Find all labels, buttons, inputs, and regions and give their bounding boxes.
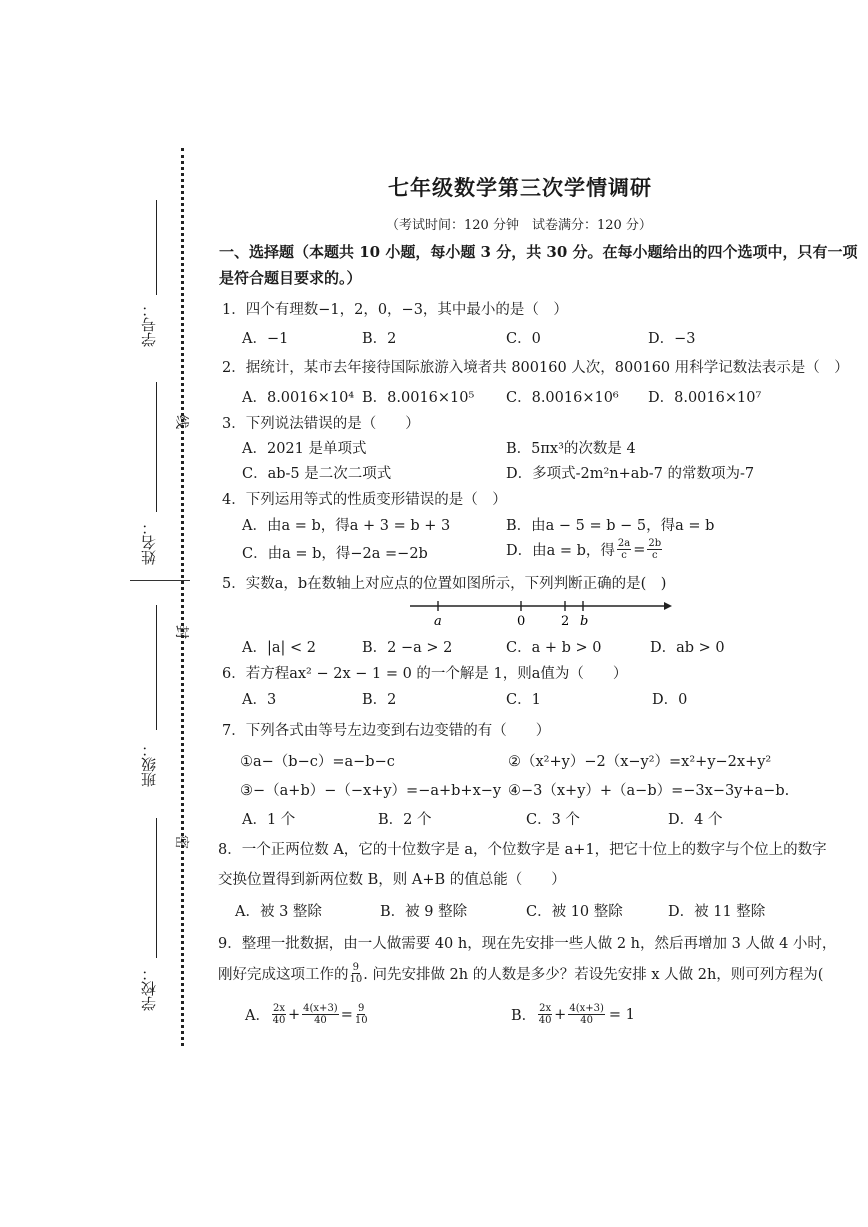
- q9a-equals: =: [340, 1006, 353, 1023]
- q8-option-a: A．被 3 整除: [235, 904, 322, 920]
- q7-stem: 7．下列各式由等号左边变到右边变错的有（ ）: [222, 723, 551, 739]
- q4d-fraction-right: [647, 538, 662, 561]
- q9a-frac3-num: 9: [358, 1003, 365, 1014]
- q5-option-c: C．a + b > 0: [506, 640, 602, 656]
- q9b-frac1-den: 40: [538, 1015, 552, 1026]
- student-id-label: 学号：: [140, 302, 158, 347]
- seal-word-line: 线: [173, 415, 189, 429]
- q9b-plus: +: [554, 1006, 567, 1023]
- q9-stem-line1: 9．整理一批数据，由一人做需要 40 h，现在先安排一些人做 2 h，然后再增加 3 人做 4 小时，: [218, 936, 837, 952]
- q9-option-b: [511, 1003, 635, 1026]
- q5-option-b: B．2 −a > 2: [362, 640, 453, 656]
- q1-stem: 1．四个有理数−1，2，0，−3，其中最小的是（ ）: [222, 302, 568, 318]
- q9-option-b-letter: B．: [511, 1008, 537, 1024]
- q1-option-a: A．−1: [242, 331, 289, 347]
- q7-option-d: D．4 个: [668, 812, 723, 828]
- q4d-num2: 2b: [648, 538, 662, 549]
- q4-option-d: [506, 538, 664, 561]
- q4d-den1: c: [621, 550, 627, 561]
- school-label: 学校：: [140, 966, 158, 1011]
- class-line: [156, 605, 157, 730]
- q9a-frac1: [272, 1003, 286, 1026]
- q6-option-d: D．0: [652, 692, 688, 708]
- q4-option-d-text: D．由a = b，得: [506, 543, 615, 559]
- q2-option-b: B．8.0016×10⁵: [362, 390, 475, 406]
- q7-option-c: C．3 个: [526, 812, 580, 828]
- q9a-frac1-den: 40: [272, 1015, 286, 1026]
- q9a-plus: +: [288, 1006, 301, 1023]
- seal-word-secret: 密: [173, 835, 189, 849]
- q7-item-1: ①a−（b−c）=a−b−c: [240, 754, 395, 770]
- q9a-frac2-num: 4(x+3): [303, 1003, 338, 1014]
- page-title: 七年级数学第三次学情调研: [388, 175, 652, 200]
- section-heading-line2: 是符合题目要求的。）: [219, 269, 362, 287]
- q1-option-c: C．0: [506, 331, 541, 347]
- q2-option-c: C．8.0016×10⁶: [506, 390, 619, 406]
- school-line: [156, 818, 157, 958]
- name-line: [156, 382, 157, 512]
- seal-word-seal: 封: [173, 625, 189, 639]
- q3-stem: 3．下列说法错误的是（ ）: [222, 416, 420, 432]
- q9a-frac1-num: 2x: [272, 1003, 285, 1014]
- q2-option-d: D．8.0016×10⁷: [648, 390, 762, 406]
- q3-option-a: A．2021 是单项式: [242, 441, 367, 457]
- q9-stem-line2: [218, 962, 823, 985]
- q9-fraction-den: 10: [349, 974, 363, 985]
- q9b-frac1: [538, 1003, 552, 1026]
- q7-item-2: ②（x²+y）−2（x−y²）=x²+y−2x+y²: [508, 754, 772, 770]
- q9b-frac2-den: 40: [580, 1015, 593, 1026]
- student-id-line: [156, 200, 157, 295]
- q8-option-c: C．被 10 整除: [526, 904, 623, 920]
- q6-option-a: A．3: [242, 692, 277, 708]
- q7-item-3: ③−（a+b）−（−x+y）=−a+b+x−y: [240, 783, 502, 799]
- q4-stem: 4．下列运用等式的性质变形错误的是（ ）: [222, 492, 507, 508]
- section-heading-line1: 一、选择题（本题共 10 小题，每小题 3 分，共 30 分。在每小题给出的四个选项中，只有一项: [219, 243, 858, 261]
- q9b-frac1-num: 2x: [539, 1003, 552, 1014]
- q9-fraction-num: 9: [352, 962, 360, 973]
- q8-stem-line1: 8．一个正两位数 A，它的十位数字是 a，个位数字是 a+1，把它十位上的数字与个位上的数字: [218, 842, 827, 858]
- q9-stem-line2-start: 刚好完成这项工作的: [218, 967, 349, 983]
- q8-stem-line2: 交换位置得到新两位数 B，则 A+B 的值总能（ ）: [218, 872, 566, 888]
- q6-option-c: C．1: [506, 692, 541, 708]
- q9-option-a-letter: A．: [245, 1008, 270, 1024]
- q1-option-b: B．2: [362, 331, 397, 347]
- q4d-den2: c: [651, 550, 658, 561]
- binding-dotted-line: [181, 148, 184, 1046]
- q5-option-a: A．|a| < 2: [242, 640, 316, 656]
- q9-option-a: [245, 1003, 370, 1026]
- q5-stem: 5．实数a，b在数轴上对应点的位置如图所示，下列判断正确的是( ): [222, 576, 667, 592]
- q9a-frac2: [302, 1003, 339, 1026]
- q1-option-d: D．−3: [648, 331, 696, 347]
- q7-option-b: B．2 个: [378, 812, 432, 828]
- q9b-frac2: [568, 1003, 605, 1026]
- binding-dash: [130, 580, 190, 581]
- q9a-frac3: [355, 1003, 368, 1026]
- q6-option-b: B．2: [362, 692, 397, 708]
- page-subtitle: （考试时间：120 分钟 试卷满分：120 分）: [386, 218, 652, 233]
- q4d-equals: =: [633, 541, 646, 558]
- q3-option-c: C．ab-5 是二次二项式: [242, 466, 392, 482]
- number-line-figure: [408, 596, 674, 628]
- q8-option-d: D．被 11 整除: [668, 904, 766, 920]
- q3-option-b: B．5πx³的次数是 4: [506, 441, 636, 457]
- q2-option-a: A．8.0016×10⁴: [242, 390, 355, 406]
- q9a-frac3-den: 10: [354, 1015, 368, 1026]
- q4-option-a: A．由a = b，得a + 3 = b + 3: [242, 518, 451, 534]
- q7-item-4: ④−3（x+y）+（a−b）=−3x−3y+a−b.: [508, 783, 790, 799]
- q4d-fraction-left: [617, 538, 631, 561]
- q4-option-b: B．由a − 5 = b − 5，得a = b: [506, 518, 715, 534]
- q8-option-b: B．被 9 整除: [380, 904, 468, 920]
- q7-option-a: A．1 个: [242, 812, 296, 828]
- q5-option-d: D．ab > 0: [650, 640, 725, 656]
- label-2: 2: [561, 614, 570, 628]
- q6-stem: 6．若方程ax² − 2x − 1 = 0 的一个解是 1，则a值为（ ）: [222, 666, 628, 682]
- q9-fraction: [350, 962, 363, 985]
- q9-stem-line2-end: . 问先安排做 2h 的人数是多少？若设先安排 x 人做 2h，则可列方程为(: [363, 967, 824, 983]
- q9b-frac2-num: 4(x+3): [569, 1003, 604, 1014]
- label-0: 0: [517, 614, 526, 628]
- q3-option-d: D．多项式-2m²n+ab-7 的常数项为-7: [506, 466, 755, 482]
- q9b-rhs: = 1: [608, 1006, 635, 1023]
- q4d-num1: 2a: [617, 538, 631, 549]
- q4-option-c: C．由a = b，得−2a =−2b: [242, 546, 428, 562]
- q9a-frac2-den: 40: [314, 1015, 327, 1026]
- label-a: a: [434, 614, 442, 628]
- q2-stem: 2．据统计，某市去年接待国际旅游入境者共 800160 人次，800160 用科学记数法表示是（ ）: [222, 360, 849, 376]
- name-label: 姓名：: [140, 520, 158, 565]
- label-b: b: [580, 614, 589, 628]
- class-label: 班级：: [140, 742, 158, 787]
- number-line-arrow: [664, 602, 672, 610]
